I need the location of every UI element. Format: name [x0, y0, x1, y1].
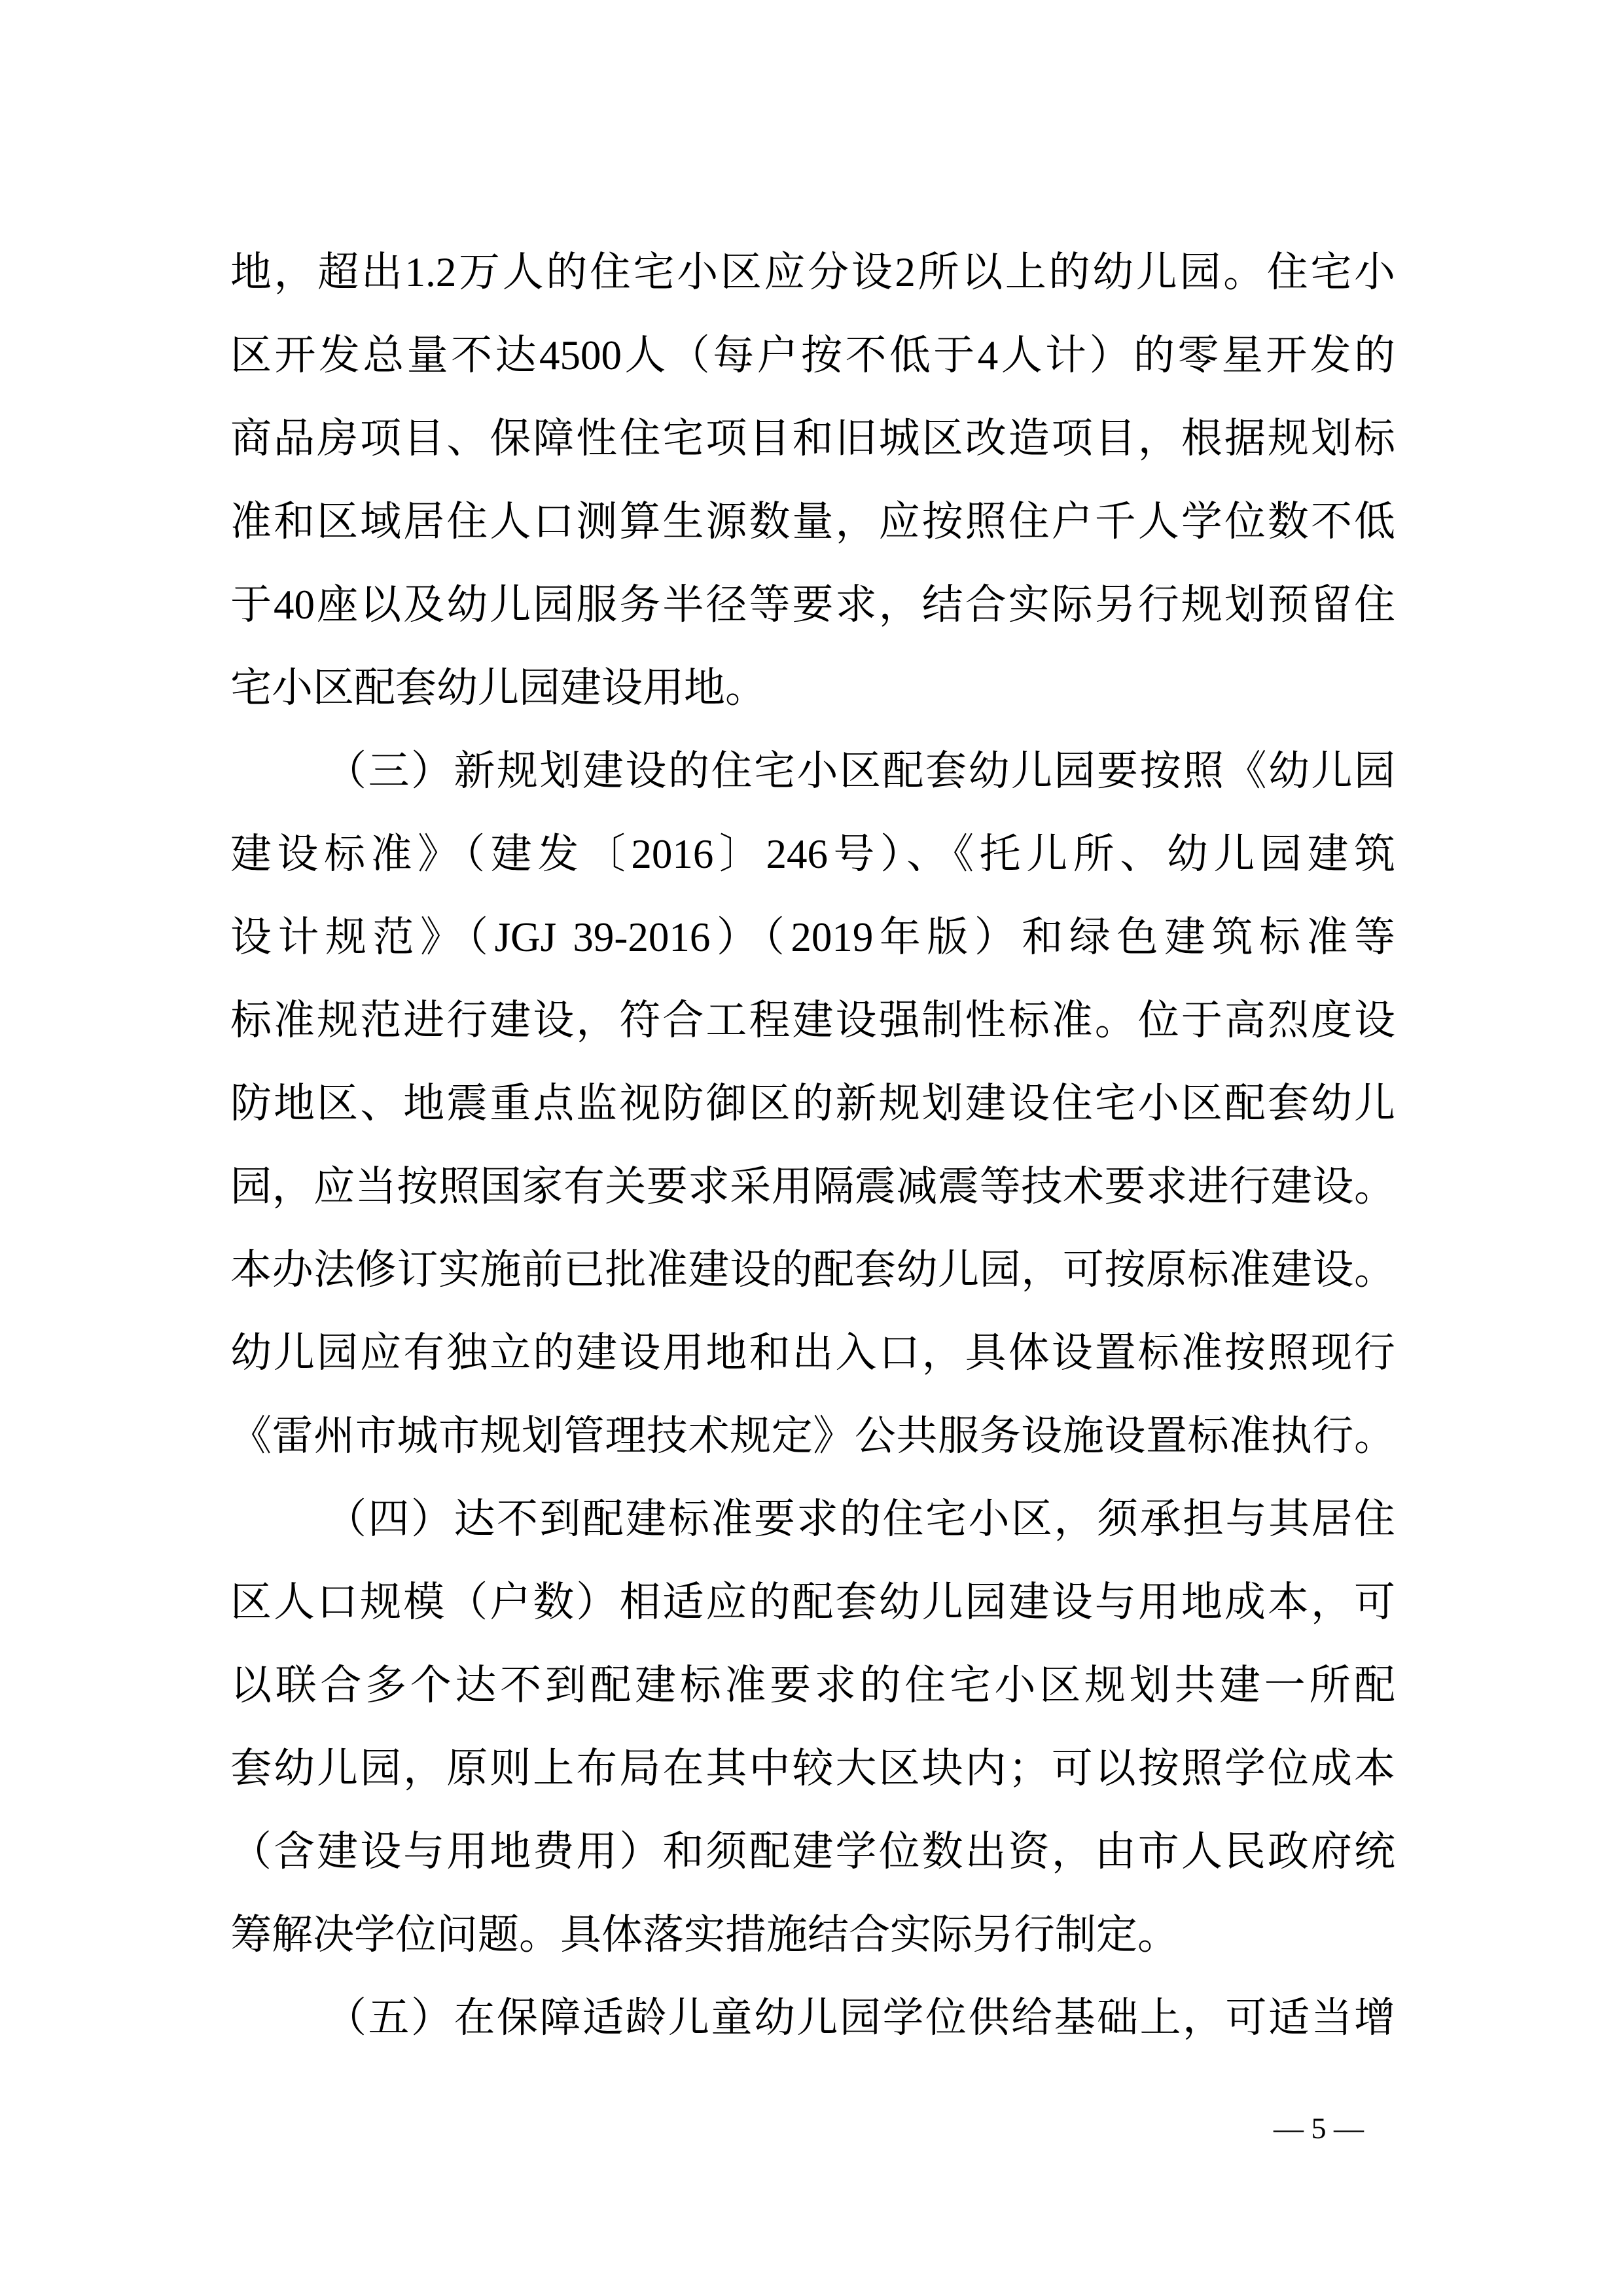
text-line-10: 标准规范进行建设，符合工程建设强制性标准。位于高烈度设 [230, 997, 1395, 1043]
text-line-5: 于40座以及幼儿园服务半径等要求，结合实际另行规划预留住 [230, 582, 1395, 628]
text-line-2: 区开发总量不达4500人（每户按不低于4人计）的零星开发的 [230, 332, 1395, 378]
text-line-20: （含建设与用地费用）和须配建学位数出资，由市人民政府统 [230, 1829, 1395, 1874]
text-line-15: 《雷州市城市规划管理技术规定》公共服务设施设置标准执行。 [230, 1413, 1395, 1459]
text-line-11: 防地区、地震重点监视防御区的新规划建设住宅小区配套幼儿 [230, 1081, 1395, 1126]
text-line-18: 以联合多个达不到配建标准要求的住宅小区规划共建一所配 [230, 1662, 1395, 1708]
text-line-16: （四）达不到配建标准要求的住宅小区，须承担与其居住 [325, 1496, 1395, 1542]
text-line-1: 地，超出1.2万人的住宅小区应分设2所以上的幼儿园。住宅小 [230, 249, 1395, 295]
text-line-17: 区人口规模（户数）相适应的配套幼儿园建设与用地成本，可 [230, 1579, 1395, 1625]
text-line-13: 本办法修订实施前已批准建设的配套幼儿园，可按原标准建设。 [230, 1247, 1395, 1293]
text-line-3: 商品房项目、保障性住宅项目和旧城区改造项目，根据规划标 [230, 416, 1395, 461]
text-line-6: 宅小区配套幼儿园建设用地。 [230, 665, 766, 711]
text-line-22: （五）在保障适龄儿童幼儿园学位供给基础上，可适当增 [325, 1995, 1395, 2041]
text-line-14: 幼儿园应有独立的建设用地和出入口，具体设置标准按照现行 [230, 1330, 1395, 1376]
page-number: — 5 — [1274, 2111, 1364, 2145]
text-line-9: 设计规范》（JGJ 39-2016）（2019年版）和绿色建筑标准等 [230, 914, 1395, 960]
text-line-21: 筹解决学位问题。具体落实措施结合实际另行制定。 [230, 1912, 1179, 1958]
text-line-7: （三）新规划建设的住宅小区配套幼儿园要按照《幼儿园 [325, 748, 1395, 794]
text-line-12: 园，应当按照国家有关要求采用隔震减震等技术要求进行建设。 [230, 1164, 1395, 1210]
document-body [230, 231, 1395, 2060]
text-line-8: 建设标准》（建发〔2016〕246号）、《托儿所、幼儿园建筑 [230, 831, 1395, 877]
text-line-4: 准和区域居住人口测算生源数量，应按照住户千人学位数不低 [230, 499, 1395, 545]
page-footer [1274, 2111, 1364, 2145]
text-line-19: 套幼儿园，原则上布局在其中较大区块内；可以按照学位成本 [230, 1746, 1395, 1791]
